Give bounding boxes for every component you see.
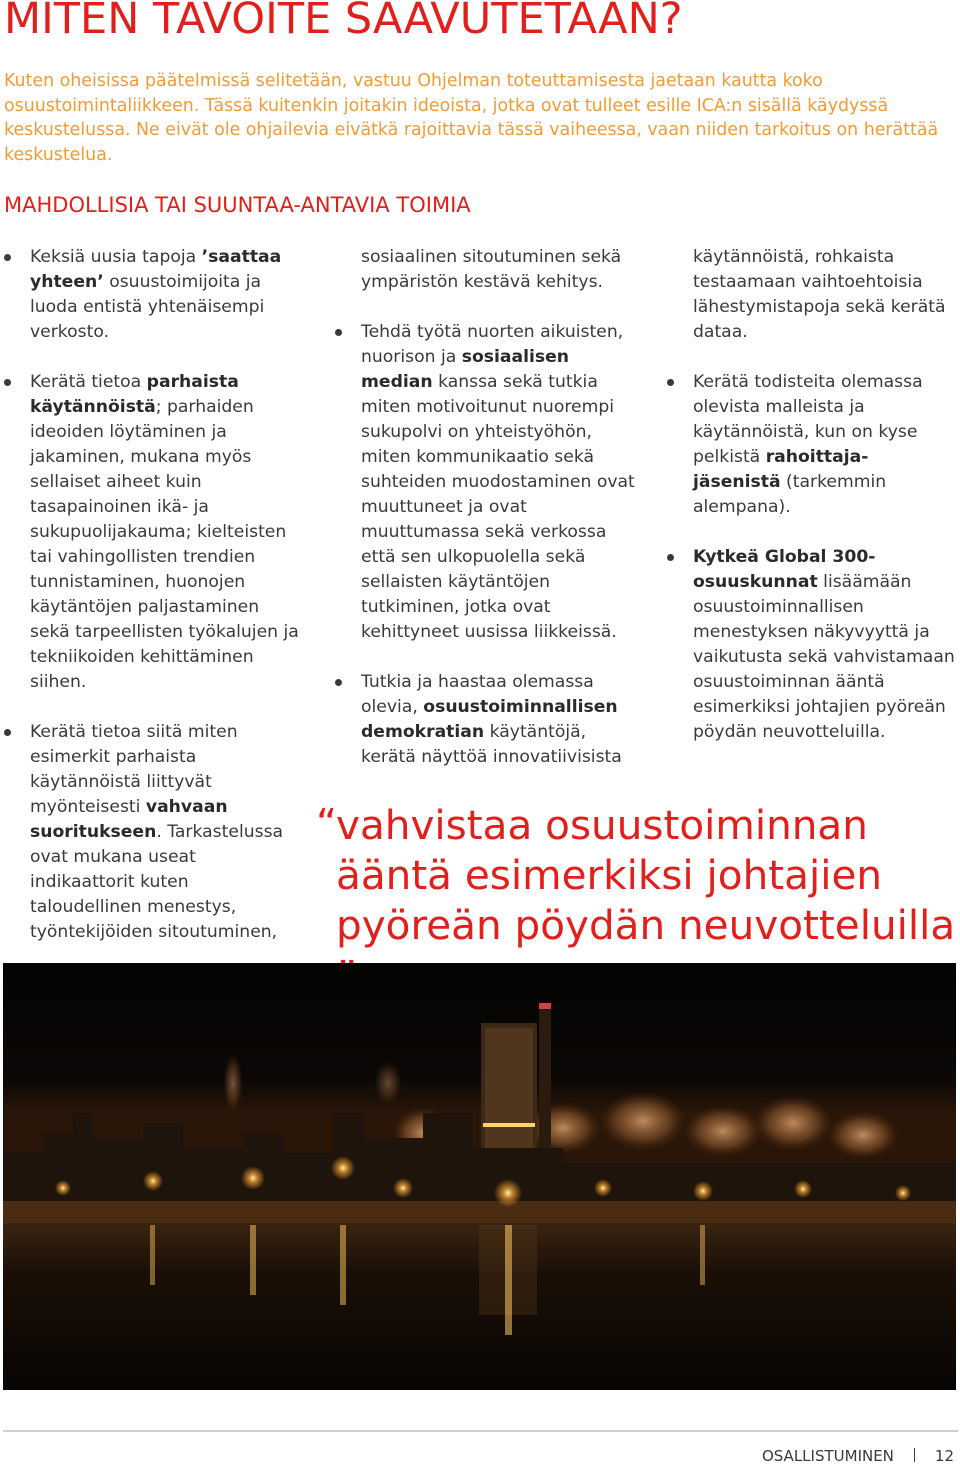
bullet-icon xyxy=(667,379,674,386)
bullet-icon xyxy=(335,679,342,686)
page-number: 12 xyxy=(934,1447,954,1465)
bullet-text: lisäämään osuustoiminnallisen menestyksen näkyvyyttä ja vaikutusta sekä vahvistamaan osuustoiminnan ääntä esimerkiksi johtajien pyöreän pöydän neuvotteluilla. xyxy=(693,572,955,742)
bullet-item xyxy=(4,720,304,945)
bullet-text: Keksiä uusia tapoja xyxy=(30,247,202,267)
bullet-text: sosiaalinen sitoutuminen sekä ympäristön kestävä kehitys. xyxy=(361,247,622,292)
bullet-icon xyxy=(667,554,674,561)
bullet-emphasis: osuustoiminnallisen demokratian xyxy=(361,697,618,742)
bullet-text: Tutkia ja haastaa olemassa olevia, xyxy=(361,672,594,717)
bullet-text: käytäntöjä, kerätä näyttöä innovatiivisista xyxy=(361,722,622,767)
bullet-text: Tehdä työtä nuorten aikuisten, nuorison ja xyxy=(361,322,624,367)
bullet-text: Kerätä tietoa xyxy=(30,372,147,392)
bullet-icon xyxy=(335,329,342,336)
bullet-text: kanssa sekä tutkia miten motivoitunut nuorempi sukupolvi on yhteistyöhön, miten kommunikaatio sekä suhteiden muodostaminen ovat muuttuneet ja ovat muuttumassa sekä verkossa että sen ulkopuolella sekä sellaisten käytäntöjen tutkiminen, jotka ovat kehittyneet uusissa liikkeissä. xyxy=(361,372,635,642)
bullet-emphasis: vahvaan suoritukseen xyxy=(30,797,228,842)
bullet-icon xyxy=(4,729,11,736)
column-1 xyxy=(4,245,304,970)
bullet-emphasis: parhaista käytännöistä xyxy=(30,372,239,417)
footer-section-label: OSALLISTUMINEN xyxy=(761,1447,894,1465)
footer-separator xyxy=(914,1448,915,1462)
bullet-item xyxy=(335,670,635,770)
bullet-text: käytännöistä, rohkaista testaamaan vaihtoehtoisia lähestymistapoja sekä kerätä dataa. xyxy=(693,247,946,342)
bullet-continuation xyxy=(335,245,635,295)
column-2 xyxy=(335,245,635,795)
bullet-emphasis: ’saattaa yhteen’ xyxy=(30,247,282,292)
bullet-text: Kerätä tietoa siitä miten esimerkit parhaista käytännöistä liittyvät myönteisesti xyxy=(30,722,238,817)
page-title: MITEN TAVOITE SAAVUTETAAN? xyxy=(4,0,683,44)
footer-divider xyxy=(3,1430,958,1432)
photo-illustration xyxy=(3,963,956,1390)
bullet-icon xyxy=(4,254,11,261)
pull-quote-text: vahvistaa osuustoiminnan ääntä esimerkiksi johtajien pyöreän pöydän neuvotteluilla xyxy=(336,801,956,949)
bullet-continuation xyxy=(667,245,957,345)
bullet-emphasis: Kytkeä Global 300-osuuskunnat xyxy=(693,547,876,592)
bullet-text: ; parhaiden ideoiden löytäminen ja jakaminen, mukana myös sellaiset aiheet kuin tasapainoinen ikä- ja sukupuolijakauma; kielteisten tai vahingollisten trendien tunnistaminen, huonojen käytäntöjen paljastaminen sekä tarpeellisten työkalujen ja tekniikoiden kehittäminen siihen. xyxy=(30,397,299,692)
column-3 xyxy=(667,245,957,770)
bullet-item xyxy=(667,370,957,520)
section-heading: MAHDOLLISIA TAI SUUNTAA-ANTAVIA TOIMIA xyxy=(4,193,471,217)
bullet-text: Kerätä todisteita olemassa olevista malleista ja käytännöistä, kun on kyse pelkistä xyxy=(693,372,923,467)
bullet-emphasis: sosiaalisen median xyxy=(361,347,570,392)
bullet-item xyxy=(667,545,957,745)
bullet-text: (tarkemmin alempana). xyxy=(693,472,887,517)
intro-paragraph: Kuten oheisissa päätelmissä selitetään, vastuu Ohjelman toteuttamisesta jaetaan kautta koko osuustoimintaliikkeen. Tässä kuitenkin joitakin ideoista, jotka ovat tulleet esille ICA:n sisällä käydyssä keskustelussa. Ne eivät ole ohjailevia eivätkä rajoittavia tässä vaiheessa, vaan niiden tarkoitus on herättää keskustelua. xyxy=(4,71,939,165)
bullet-icon xyxy=(4,379,11,386)
bullet-item xyxy=(335,320,635,645)
bullet-text: osuustoimijoita ja luoda entistä yhtenäisempi verkosto. xyxy=(30,272,265,342)
industrial-plant-night-photo xyxy=(3,963,956,1390)
page-footer xyxy=(762,1447,954,1465)
bullet-item xyxy=(4,370,304,695)
bullet-item xyxy=(4,245,304,345)
open-quote-mark: “ xyxy=(316,799,337,847)
bullet-text: . Tarkastelussa ovat mukana useat indikaattorit kuten taloudellinen menestys, työntekijöiden sitoutuminen, xyxy=(30,822,284,942)
bullet-emphasis: rahoittaja- jäsenistä xyxy=(693,447,869,492)
